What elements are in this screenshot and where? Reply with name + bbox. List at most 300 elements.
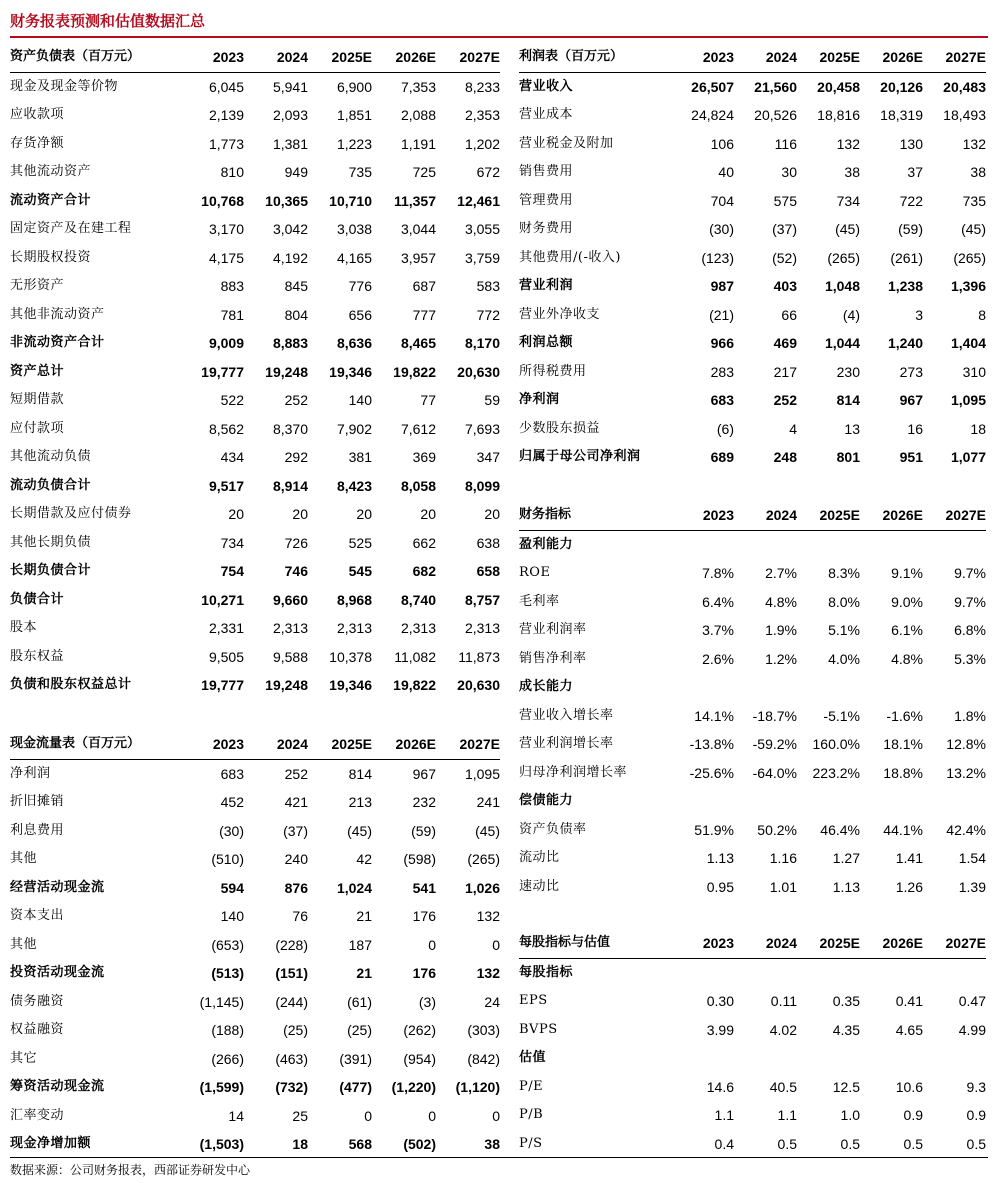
cell-value: 18.8% [883,764,923,781]
row-label: 存货净额 [10,135,65,151]
row-label: 其他长期负债 [10,534,92,550]
cell-value: 2,313 [336,620,372,636]
table-row [519,130,986,159]
cell-value: 6.1% [891,622,923,638]
cell-value: 19,346 [329,677,372,693]
cell-value: 1.13 [706,850,734,866]
cell-value: 594 [220,879,244,896]
cell-value: 1,381 [272,135,308,152]
cell-value: 1.13 [832,878,860,895]
cell-value: 1,077 [950,449,986,465]
cell-value [671,530,734,559]
cell-value: 176 [412,908,436,924]
column-header: 2024 [734,43,797,72]
cell-value: (45) [961,221,986,237]
cell-value: 0.4 [714,1135,734,1152]
cell-value: 19,822 [393,677,436,693]
cell-value: 725 [412,164,436,180]
cell-value: 24,824 [691,107,734,123]
cell-value: 10,271 [201,591,244,608]
cell-value: 801 [836,449,860,465]
cell-value: 44.1% [883,821,923,838]
cell-value: 735 [348,164,372,180]
column-header: 2027E [923,929,986,958]
row-label: 短期借款 [10,392,65,407]
cell-value: 8,757 [464,591,500,608]
cell-value: 1,044 [824,335,860,351]
table-row [10,187,500,216]
cell-value: 1.2% [765,650,797,667]
row-label: 现金及现金等价物 [10,78,119,94]
cell-value: 967 [899,392,923,408]
bottom-rule [10,1157,988,1158]
cell-value: (513) [211,965,244,981]
cell-value: (265) [827,249,860,266]
cell-value: (261) [890,249,923,266]
column-header: 2027E [436,43,500,72]
column-header: 2024 [244,730,308,759]
row-label: 其他 [10,851,38,866]
cell-value: 1.16 [769,850,797,866]
cell-value: (123) [701,249,734,266]
column-header: 2027E [436,730,500,759]
table-row [10,500,500,529]
cell-value: 13.2% [946,764,986,781]
table-row [519,559,986,588]
cell-value: 40.5 [769,1078,797,1095]
cell-value: 51.9% [694,821,734,838]
cell-value [860,530,923,559]
row-label: 长期负债合计 [10,563,92,578]
cell-value: 8,636 [336,335,372,351]
row-label: 流动资产合计 [10,192,92,208]
row-label: BVPS [519,1021,558,1037]
cell-value: -18.7% [752,707,797,724]
cell-value: (59) [898,221,923,237]
cell-value: 4 [789,420,797,437]
table-row [519,1016,986,1045]
cell-value: 20,630 [457,677,500,693]
table-row [519,358,986,387]
cell-value: 0.5 [903,1135,923,1152]
row-label: 流动负债合计 [10,477,92,493]
cell-value: 42 [356,851,372,867]
cell-value: (1,145) [199,993,244,1010]
balance-sheet-table [10,43,500,700]
row-label: EPS [519,993,548,1008]
row-label: P/S [519,1135,543,1151]
row-label: 营业成本 [519,107,574,122]
cell-value: 160.0% [812,736,860,752]
cell-value: (228) [275,936,308,953]
cell-value: 3.7% [702,622,734,638]
cell-value [923,673,986,702]
row-label: 非流动资产合计 [10,335,105,350]
cell-value: 434 [220,449,244,465]
cell-value: 4.8% [765,593,797,610]
cell-value: 568 [348,1136,372,1152]
column-header: 2023 [671,501,734,530]
cell-value: (21) [709,306,734,323]
cell-value [734,530,797,559]
cell-value: 1,026 [464,879,500,896]
cell-value: 14.1% [694,707,734,724]
cell-value: 0.95 [706,878,734,895]
cell-value: 1,202 [464,135,500,152]
cell-value: (59) [411,822,436,839]
table-row [519,702,986,731]
cell-value: -1.6% [886,707,923,724]
cell-value: 1,095 [464,765,500,782]
table-row [519,645,986,674]
row-label: 现金净增加额 [10,1136,92,1151]
cell-value: 525 [348,534,372,551]
cell-value: 1,095 [950,392,986,408]
cell-value: 0 [492,1107,500,1124]
cell-value: 3.99 [706,1021,734,1038]
cell-value [671,787,734,816]
table-row [519,730,986,759]
cell-value: (477) [339,1079,372,1095]
row-label: 股本 [10,620,38,635]
row-label: 流动比 [519,850,560,865]
row-label: 管理费用 [519,192,574,208]
cell-value: 19,346 [329,363,372,380]
cell-value: 1,240 [887,335,923,351]
cell-value: (4) [842,306,860,323]
cell-value: (266) [211,1050,244,1067]
cell-value: 814 [836,392,860,408]
table-row [519,530,986,559]
cell-value: 656 [348,306,372,323]
table-header-row [10,730,500,759]
table-row [10,415,500,444]
row-label: 营业外净收支 [519,306,601,322]
cell-value: 810 [220,164,244,180]
cell-value: 240 [284,851,308,867]
cell-value: 3,055 [464,221,500,237]
table-row [10,443,500,472]
cell-value: 12,461 [457,192,500,209]
table-row [519,158,986,187]
table-row [519,72,986,101]
table-title: 财务指标 [519,501,671,530]
cell-value: 9,009 [208,335,244,351]
cell-value: 37 [907,164,923,180]
cell-value: 252 [773,392,797,408]
cell-value: 11,873 [458,648,500,665]
cell-value: 217 [773,363,797,380]
cell-value: (37) [772,221,797,237]
row-label: P/B [519,1107,544,1122]
cell-value: 1,773 [208,135,244,152]
table-row [519,588,986,617]
cell-value: (30) [219,822,244,839]
column-header: 2025E [797,501,860,530]
table-row [10,1130,500,1159]
cell-value: 59 [484,392,500,408]
table-row [10,358,500,387]
table-row [10,817,500,846]
cell-value: 20,126 [880,78,923,95]
table-row [519,101,986,130]
row-label: 净利润 [519,392,560,407]
table-row [519,329,986,358]
cell-value: 722 [899,192,923,209]
cell-value: 1.26 [895,878,923,895]
cell-value: 772 [476,306,500,323]
cell-value: (25) [283,1022,308,1038]
cell-value: 734 [836,192,860,209]
column-header: 2026E [372,43,436,72]
table-row [10,1016,500,1045]
cell-value: 704 [710,192,734,209]
cell-value: 11,082 [394,648,436,665]
cell-value [860,958,923,987]
cell-value: 658 [476,563,500,579]
cell-value: 25 [292,1107,308,1124]
cell-value: 132 [836,135,860,152]
column-header: 2026E [860,501,923,530]
cell-value: 241 [476,794,500,810]
cell-value: 4,175 [208,249,244,266]
cell-value: 3,957 [400,249,436,266]
column-header: 2023 [671,929,734,958]
table-header-row [519,501,986,530]
cell-value: 30 [781,164,797,180]
row-label: 利润总额 [519,335,574,350]
cell-value: 469 [773,335,797,351]
cell-value: 20 [420,506,436,522]
cell-value: 20 [356,506,372,522]
cell-value: 20 [484,506,500,522]
cell-value: (52) [772,249,797,266]
cell-value: 132 [476,965,500,981]
cell-value: 1,851 [336,107,372,123]
cell-value: (1,503) [199,1136,244,1152]
table-row [10,931,500,960]
cell-value: 9,660 [272,591,308,608]
row-label: 营业税金及附加 [519,135,614,151]
table-row [519,443,986,472]
table-row [519,958,986,987]
cell-value: 4.65 [895,1021,923,1038]
row-label: 速动比 [519,878,560,894]
table-row [10,301,500,330]
cell-value: 734 [220,534,244,551]
table-row [519,844,986,873]
cell-value: 21 [356,908,372,924]
cell-value: 683 [710,392,734,408]
cell-value: 746 [284,563,308,579]
cell-value: 0.30 [706,993,734,1009]
row-label: 其他非流动资产 [10,306,105,322]
cell-value: (151) [275,965,308,981]
cell-value: 5,941 [272,78,308,95]
cell-value: 20,483 [943,78,986,95]
row-label: 营业收入 [519,78,574,94]
cell-value: 804 [284,306,308,323]
cell-value: 754 [220,563,244,579]
row-label: 其他流动负债 [10,449,92,464]
cell-value: 1,223 [336,135,372,152]
cell-value [671,958,734,987]
table-row [10,1102,500,1131]
cell-value: 20 [228,506,244,522]
cell-value: 140 [220,908,244,924]
cell-value [923,958,986,987]
cell-value: 3,042 [272,221,308,237]
cell-value: 949 [284,164,308,180]
cell-value: 0.9 [966,1107,986,1123]
cell-value [797,1044,860,1073]
table-title: 利润表（百万元） [519,43,671,72]
cell-value: 8,058 [400,477,436,494]
cell-value: 230 [836,363,860,380]
table-row [10,874,500,903]
cell-value [797,787,860,816]
cell-value: 726 [284,534,308,551]
cell-value: 2,313 [464,620,500,636]
cell-value: 1,396 [950,278,986,294]
cell-value: 3,170 [208,221,244,237]
cell-value: 1,404 [950,335,986,351]
cell-value: 9,517 [208,477,244,494]
column-header: 2024 [734,501,797,530]
cell-value: 845 [284,278,308,294]
cell-value: 2,139 [208,107,244,123]
cell-value: 369 [412,449,436,465]
row-label: 毛利率 [519,593,560,609]
cell-value: 77 [420,392,436,408]
cell-value: 24 [484,993,500,1010]
table-row [10,643,500,672]
cell-value: (954) [403,1050,436,1067]
cell-value: 223.2% [812,764,860,781]
cell-value: 46.4% [820,821,860,838]
row-label: 营业利润 [519,278,574,293]
cell-value: 176 [412,965,436,981]
cell-value: 683 [220,765,244,782]
cell-value: (45) [347,822,372,839]
table-row [10,529,500,558]
cell-value: 2,313 [272,620,308,636]
row-label: 营业利润率 [519,622,587,637]
table-row [10,959,500,988]
cell-value: 9.7% [954,565,986,581]
row-label: 成长能力 [519,679,574,694]
cell-value: (30) [709,221,734,237]
cell-value: 777 [412,306,436,323]
table-row [10,902,500,931]
cell-value: (262) [403,1022,436,1038]
cell-value: 1.0 [840,1107,860,1123]
row-label: 无形资产 [10,278,65,293]
cell-value: 292 [284,449,308,465]
table-row [519,873,986,902]
cell-value: 0 [428,1107,436,1124]
cell-value: 951 [899,449,923,465]
cell-value: 541 [412,879,436,896]
table-row [519,673,986,702]
cell-value: 0.35 [832,993,860,1009]
cell-value [923,1044,986,1073]
table-row [519,1101,986,1130]
cell-value: 1.1 [714,1107,734,1123]
financial-indicators-table [519,501,986,901]
cell-value: 213 [348,794,372,810]
cell-value: 19,248 [265,363,308,380]
cell-value: 140 [348,392,372,408]
row-label: 其他流动资产 [10,164,92,179]
cell-value: 8.0% [828,593,860,610]
cell-value: 3,044 [400,221,436,237]
table-row [10,759,500,788]
cell-value: 8,562 [208,420,244,437]
cell-value: 0.5 [840,1135,860,1152]
row-label: 应收款项 [10,107,65,122]
cell-value: 1.1 [777,1107,797,1123]
cell-value: 7,902 [336,420,372,437]
row-label: 长期借款及应付债券 [10,506,132,521]
cell-value: 20,458 [817,78,860,95]
cell-value: 5.3% [954,650,986,667]
table-row [10,671,500,700]
table-row [10,386,500,415]
row-label: 投资活动现金流 [10,965,105,980]
cell-value: -25.6% [689,764,734,781]
cell-value: -59.2% [752,736,797,752]
table-title: 每股指标与估值 [519,929,671,958]
row-label: 每股指标 [519,964,574,980]
cell-value: 252 [284,765,308,782]
table-row [10,614,500,643]
cell-value: 421 [284,794,308,810]
cell-value: 232 [412,794,436,810]
cell-value: (6) [716,420,734,437]
cell-value [923,787,986,816]
row-label: 销售净利率 [519,650,587,666]
row-label: 长期股权投资 [10,249,92,265]
table-row [10,130,500,159]
cell-value [734,958,797,987]
row-label: 其他 [10,936,38,952]
cell-value: (1,220) [391,1079,436,1095]
cell-value: (510) [211,851,244,867]
cell-value: 2,093 [272,107,308,123]
cell-value: 10,365 [265,192,308,209]
row-label: 应付款项 [10,420,65,436]
cell-value: 8,099 [464,477,500,494]
cell-value: 19,777 [201,677,244,693]
cell-value: 1,048 [824,278,860,294]
cell-value: 8,968 [336,591,372,608]
cell-value: 8,170 [464,335,500,351]
cell-value: 2,353 [464,107,500,123]
column-header: 2027E [923,43,986,72]
cell-value [797,958,860,987]
column-header: 2023 [180,730,244,759]
column-header: 2024 [244,43,308,72]
cell-value: (45) [475,822,500,839]
cell-value: 12.8% [946,736,986,752]
cell-value: 662 [412,534,436,551]
cell-value: 8.3% [828,565,860,581]
cell-value: 8,740 [400,591,436,608]
cell-value: 18,816 [817,107,860,123]
cell-value: (244) [275,993,308,1010]
cell-value: 781 [220,306,244,323]
